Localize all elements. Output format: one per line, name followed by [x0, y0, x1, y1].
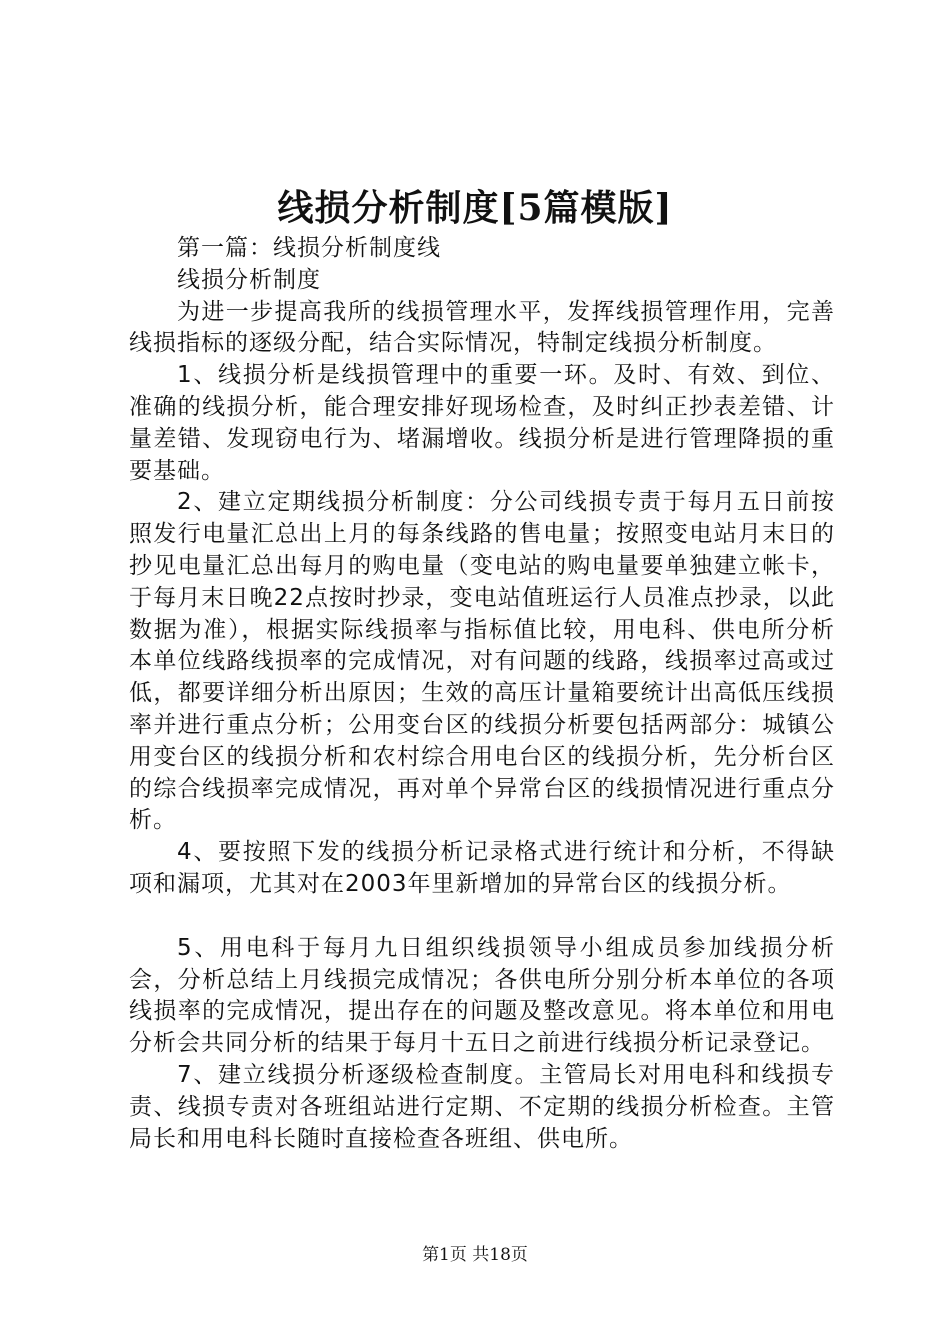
body-paragraph-item-4: 4、要按照下发的线损分析记录格式进行统计和分析，不得缺项和漏项，尤其对在2003年里新增加的异常台区的线损分析。 — [129, 839, 835, 897]
body-paragraph-item-1: 1、线损分析是线损管理中的重要一环。及时、有效、到位、准确的线损分析，能合理安排好现场检查，及时纠正抄表差错、计量差错、发现窃电行为、堵漏增收。线损分析是进行管理降损的重要基础。 — [129, 362, 835, 484]
section-heading: 第一篇：线损分析制度线 — [177, 235, 441, 261]
document-title: 线损分析制度[5篇模版] — [277, 187, 673, 229]
body-paragraph-item-2: 2、建立定期线损分析制度：分公司线损专责于每月五日前按照发行电量汇总出上月的每条线路的售电量；按照变电站月末日的抄见电量汇总出每月的购电量（变电站的购电量要单独建立帐卡，于每月末日晚22点按时抄录，变电站值班运行人员准点抄录，以此数据为准），根据实际线损率与指标值比较，用电科、供电所分析本单位线路线损率的完成情况，对有问题的线路，线损率过高或过低，都要详细分析出原因；生效的高压计量箱要统计出高低压线损率并进行重点分析；公用变台区的线损分析要包括两部分：城镇公用变台区的线损分析和农村综合用电台区的线损分析，先分析台区的综合线损率完成情况，再对单个异常台区的线损情况进行重点分析。 — [129, 489, 835, 834]
subsection-heading: 线损分析制度 — [177, 266, 321, 293]
page-number-footer: 第1页 共18页 — [422, 1245, 528, 1265]
document-body — [129, 233, 835, 1155]
body-paragraph-item-7: 7、建立线损分析逐级检查制度。主管局长对用电科和线损专责、线损专责对各班组站进行定期、不定期的线损分析检查。主管局长和用电科长随时直接检查各班组、供电所。 — [129, 1061, 835, 1152]
body-paragraph-intro: 为进一步提高我所的线损管理水平，发挥线损管理作用，完善线损指标的逐级分配，结合实际情况，特制定线损分析制度。 — [129, 298, 835, 357]
body-paragraph-item-5: 5、用电科于每月九日组织线损领导小组成员参加线损分析会，分析总结上月线损完成情况；各供电所分别分析本单位的各项线损率的完成情况，提出存在的问题及整改意见。将本单位和用电分析会共同分析的结果于每月十五日之前进行线损分析记录登记。 — [129, 934, 835, 1057]
